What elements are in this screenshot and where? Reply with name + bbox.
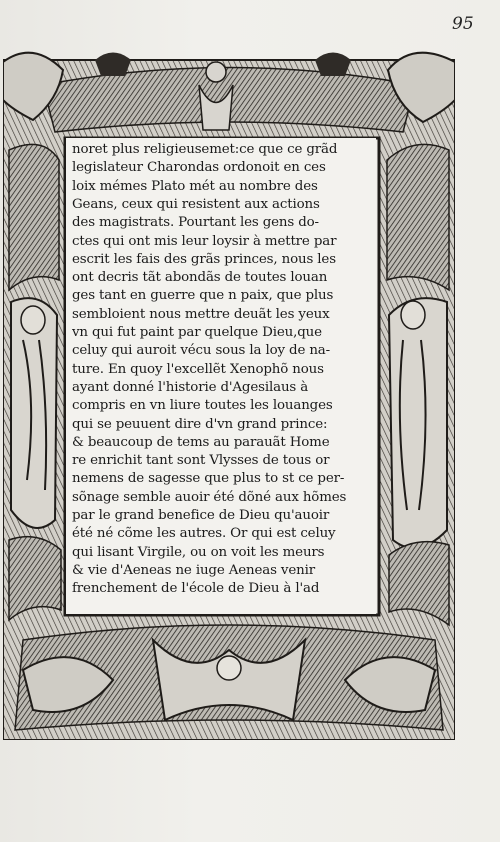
text-line: par le grand benefice de Dieu qu'auoir — [72, 508, 330, 523]
page-number: 95 — [452, 14, 474, 34]
text-line: ont decris tãt abondãs de toutes louan — [72, 270, 328, 286]
text-line: loix mémes Plato mét au nombre des — [72, 178, 318, 194]
text-line: ctes qui ont mis leur loysir à mettre par — [72, 233, 337, 249]
text-line: escrit les fais des grãs princes, nous les — [72, 251, 336, 267]
text-line: compris en vn liure toutes les louanges — [72, 398, 333, 414]
text-line: ayant donné l'historie d'Agesilaus à — [72, 379, 309, 395]
text-line: noret plus religieusemet:ce que ce grãd — [72, 142, 338, 157]
text-line: Geans, ceux qui resistent aux actions — [72, 196, 320, 212]
text-line: qui se peuuent dire d'vn grand prince: — [72, 416, 328, 432]
text-line: sembloient nous mettre deuãt les yeux — [72, 306, 330, 322]
text-line: sõnage semble auoir été dõné aux hõmes — [72, 489, 347, 505]
text-line: été né cõme les autres. Or qui est celuy — [72, 526, 336, 542]
text-line: frenchement de l'école de Dieu à l'ad — [72, 581, 320, 597]
text-line: vn qui fut paint par quelque Dieu,que — [72, 325, 322, 340]
text-line: des magistrats. Pourtant les gens do- — [72, 215, 319, 231]
text-line: re enrichit tant sont Vlysses de tous or — [72, 453, 330, 469]
text-line: nemens de sagesse que plus to st ce per- — [72, 471, 345, 487]
text-line: qui lisant Virgile, ou on voit les meurs — [72, 544, 325, 560]
text-line: & vie d'Aeneas ne iuge Aeneas venir — [72, 562, 315, 578]
text-line: ture. En quoy l'excellẽt Xenophõ nous — [72, 361, 324, 377]
text-line: & beaucoup de tems au parauãt Home — [72, 434, 330, 450]
text-line: ges tant en guerre que n paix, que plus — [72, 288, 334, 304]
text-line: celuy qui auroit vécu sous la loy de na- — [72, 343, 331, 359]
text-line: legislateur Charondas ordonoit en ces — [72, 160, 326, 176]
